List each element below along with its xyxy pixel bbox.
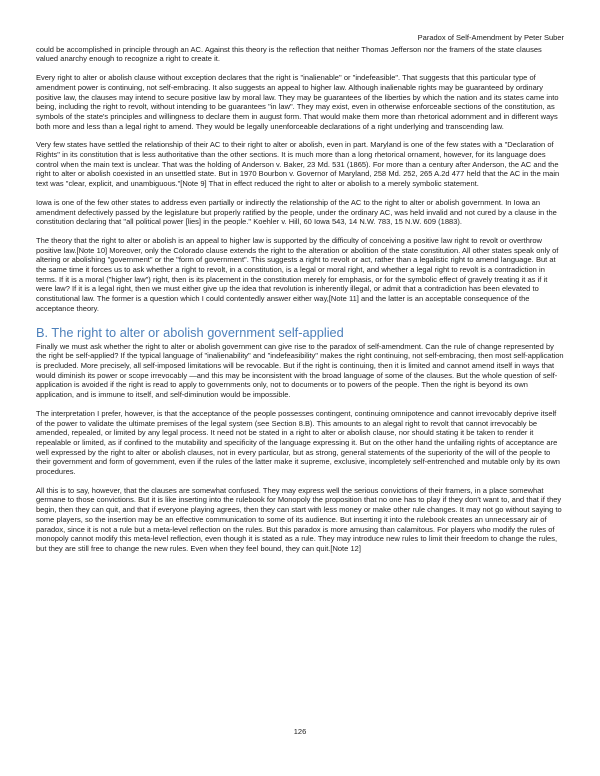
paragraph-continuation: could be accomplished in principle through an AC. Against this theory is the reflection that neither Thomas Jefferson nor the framers of the state clauses valued anarchy enough to recognize a right to create it. [36,44,542,64]
paragraph-iowa-case: Iowa is one of the few other states to address even partially or indirectly the relationship of the AC to the right to alter or abolish government. In Iowa an amendment defectively passed by the legislature but properly ratified by the people, under the ordinary AC, was held invalid and not cured by a clause in the constitution declaring that "all political power [lies] in the people." Koehler v. Hill, 60 Iowa 543, 14 N.W. 783, 15 N.W. 609 (1883). [36,197,557,227]
paragraph-higher-law-theory: The theory that the right to alter or abolish is an appeal to higher law is supported by the difficulty of conceiving a positive law right to revolt or overthrow positive law.[Note 10] Moreover, only the Colorado clause extends the right to the alteration or abolition of the state constitution. All other states speak only of altering or abolishing "government" or the "form of government". This suggests a right to revolt or act, rather than a legalistic right to amend language. But at the same time it forces us to ask whether a right to revolt, in a constitution, is a legal or moral right, and whether a legal right to revolt is a contradiction in terms. If it is a moral ("higher law") right, then is its placement in the constitution merely for emphasis, or for the symbolic effect of gravely treating it as if it were law? If it is a legal right, then we must either give up the idea that revolution is inherently illegal, or admit that a contradiction has been elevated to constitutional law. The former is a question which I could contentedly answer either way,[Note 11] and the latter is an acceptable consequence of the acceptance theory. [36,235,559,313]
paragraph-maryland-cases: Very few states have settled the relationship of their AC to their right to alter or abolish, even in part. Maryland is one of the few states with a "Declaration of Rights" in its constitution that is less authoritative than the other sections. It is much more than a long rhetorical ornament, however, for its language does control when the main text is unclear. That was the holding of Anderson v. Baker, 23 Md. 531 (1865). For more than a century after Anderson, the AC and the right to alter or abolish coexisted in an unsettled state. But in 1970 Bourbon v. Governor of Maryland, 258 Md. 252, 265 A.2d 477 held that the AC in the main text was "clear, explicit, and unambiguous."[Note 9] That in effect reduced the right to alter or abolish to a merely symbolic statement. [36,140,560,189]
paragraph-inalienable-rights: Every right to alter or abolish clause without exception declares that the right is "inalienable" or "indefeasible". That suggests that this particular type of amendment power is continuing, not self-embracing. It also suggests an appeal to higher law. Although inalienable rights may be guaranteed by ordinary positive law, the clauses may intend to secure positive law by moral law. They may be guarantees of the liberties by which the nation and its states came into being, including the right to revolt, without intending to be guarantees "in law". They may exist, even in otherwise enforceable sections of the constitution, as symbols of the state's principles and willingness to declare them in august form. That would make them more than rhetorical adornment and in different ways both more and less than a legal right to amend. They would be legally unenforceable declarations of a right underlying and transcending law. [36,73,559,131]
section-heading-b: B. The right to alter or abolish government self-applied [36,324,344,340]
paragraph-acceptance-interpretation: The interpretation I prefer, however, is that the acceptance of the people possesses contingent, continuing omnipotence and cannot irrevocably deprive itself of the power to validate the ultimate premises of the legal system (see Section 8.B). This amounts to an alegal right to revolt that cannot irrevocably be amended, repealed, or limited by any legal process. It need not be stated in a right to alter or abolish clause, nor should stating it be taken to render it repealable or limited, as if confined to the mutability and specificity of the language expressing it. But on the other hand the unfailing rights of acceptance are well expressed by the right to alter or abolish clauses, not in every particular, but as strong, general statements of the superiority of the will of the people to their government and form of government, even if the rules of the latter make it supreme, exclusive, incompletely self-entrenched and mutable only by its own procedures. [36,408,560,477]
page-number: 126 [293,727,307,736]
running-header: Paradox of Self-Amendment by Peter Suber [417,33,564,42]
paragraph-self-applied: Finally we must ask whether the right to alter or abolish government can give rise to the paradox of self-amendment. Can the rule of change represented by the right be self-applied? If the typical language of "inalienability" and "indefeasibility" makes the right continuing, not self-embracing, then most self-application is precluded. More precisely, all self-imposed limitations will be revocable. But if the right is continuing, then it is limited and cannot amend itself in ways that would diminish its power or scope irrevocably —and this may be inconsistent with the broad language of some of the clauses. But the whole question of self-application is avoided if the right is read to apply to governments only, not to documents or to powers of the people. Then the right is beyond its own application, and is immune to itself, and self-diminution would be impossible. [36,341,564,400]
paragraph-monopoly-analogy: All this is to say, however, that the clauses are somewhat confused. They may express well the serious convictions of their framers, in a place somewhat germane to those convictions. But it is like inserting into the rulebook for Monopoly the proposition that no one has to play if they don't want to, and that if they begin, then they can quit, and that if everyone playing agrees, then they can start with less money or make other rule changes. It may not go without saying to some players, so the insertion may be an effective communication to some of its audience. But inserting it into the rulebook creates an unnecessary air of paradox, since it is not a rule but a meta-level reflection on the rules. But this paradox is more amusing than calamitous. For players who modify the rules of monopoly cannot modify this meta-level reflection, even though it is stated as a rule. They may introduce new rules to limit their freedom to change the rules, but they are still free to change the new rules. Even when they feel bound, they can quit.[Note 12] [36,485,562,553]
